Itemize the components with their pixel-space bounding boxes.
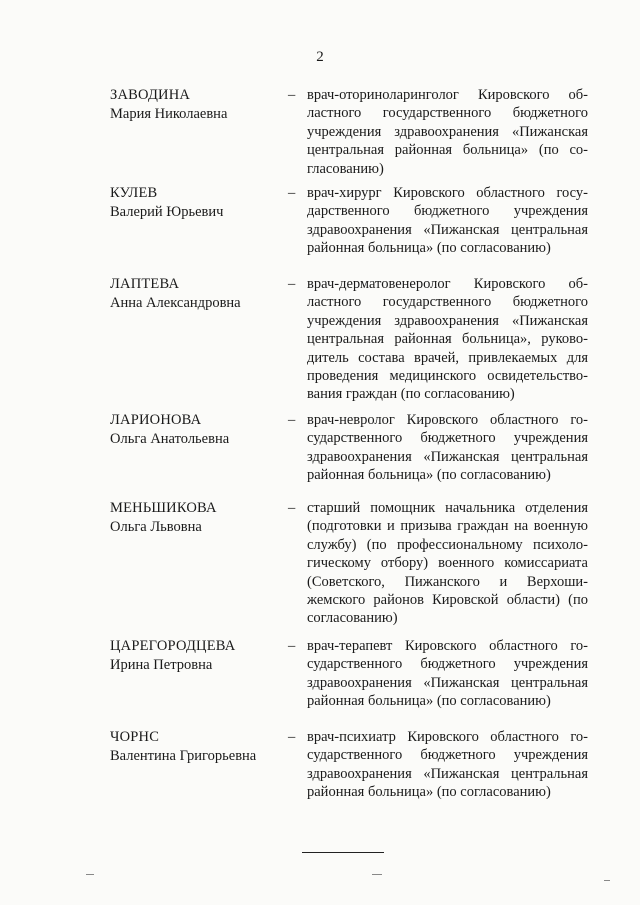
scan-speck [604,880,610,881]
description-line: сударственного бюджетного учреждения [307,430,588,447]
description-line: здравоохранения «Пижанская центральная [307,765,588,782]
member-name [110,728,285,766]
member-surname: ЛАРИОНОВА [110,412,202,428]
member-position-description [307,184,588,258]
description-line: центральная районная больница» (по со- [307,142,588,159]
description-line: старший помощник начальника отделения [307,500,588,516]
description-line: врач-психиатр Кировского областного го- [307,729,588,745]
description-line: дитель состава врачей, привлекаемых для [307,349,588,366]
member-surname: ЗАВОДИНА [110,87,191,103]
end-of-list-rule [302,852,384,853]
member-name [110,275,285,313]
member-name [110,86,285,124]
description-line: жемского районов Кировской области) (по [307,592,588,609]
member-position-description [307,728,588,802]
member-name [110,499,285,537]
member-surname: ЧОРНС [110,729,160,745]
member-position-description [307,637,588,711]
description-line: врач-терапевт Кировского областного го- [307,638,588,654]
description-line: (подготовки и призыва граждан на военную [307,518,588,535]
description-line: гическому отбору) военного комиссариата [307,555,588,572]
description-line: здравоохранения «Пижанская центральная [307,221,588,238]
description-line: врач-хирург Кировского областного госу- [307,185,588,201]
member-given-names: Мария Николаевна [110,106,228,122]
description-line: районная больница» (по согласованию) [307,784,551,801]
entry-dash: – [288,276,296,292]
entry-dash: – [288,185,296,201]
scan-speck [372,874,382,875]
description-line: службу) (по профессиональному психоло- [307,536,588,553]
page-number: 2 [316,49,324,65]
member-position-description [307,275,588,404]
member-given-names: Валерий Юрьевич [110,204,224,220]
member-surname: ЛАПТЕВА [110,276,180,292]
member-position-description [307,86,588,178]
description-line: районная больница» (по согласованию) [307,240,551,257]
description-line: дарственного бюджетного учреждения [307,203,588,220]
member-given-names: Анна Александровна [110,295,241,311]
description-line: учреждения здравоохранения «Пижанская [307,312,588,329]
member-given-names: Ольга Львовна [110,519,202,535]
member-given-names: Валентина Григорьевна [110,748,257,764]
member-position-description [307,499,588,628]
description-line: ластного государственного бюджетного [307,105,588,122]
description-line: ластного государственного бюджетного [307,294,588,311]
description-line: (Советского, Пижанского и Верхоши- [307,573,588,590]
description-line: районная больница» (по согласованию) [307,467,551,484]
member-surname: КУЛЕВ [110,185,158,201]
member-given-names: Ирина Петровна [110,657,213,673]
description-line: гласованию) [307,160,384,177]
description-line: согласованию) [307,610,398,627]
member-position-description [307,411,588,485]
entry-dash: – [288,412,296,428]
member-surname: ЦАРЕГОРОДЦЕВА [110,638,236,654]
description-line: сударственного бюджетного учреждения [307,656,588,673]
member-surname: МЕНЬШИКОВА [110,500,217,516]
description-line: центральная районная больница», руково- [307,331,588,348]
entry-dash: – [288,500,296,516]
entry-dash: – [288,638,296,654]
description-line: здравоохранения «Пижанская центральная [307,448,588,465]
member-given-names: Ольга Анатольевна [110,431,230,447]
entry-dash: – [288,729,296,745]
entry-dash: – [288,87,296,103]
member-name [110,411,285,449]
description-line: проведения медицинского освидетельство- [307,368,588,385]
description-line: учреждения здравоохранения «Пижанская [307,123,588,140]
description-line: вания граждан (по согласованию) [307,386,515,403]
member-name [110,637,285,675]
description-line: сударственного бюджетного учреждения [307,747,588,764]
description-line: районная больница» (по согласованию) [307,693,551,710]
description-line: врач-оториноларинголог Кировского об- [307,87,588,103]
description-line: врач-невролог Кировского областного го- [307,412,588,428]
member-name [110,184,285,222]
description-line: здравоохранения «Пижанская центральная [307,674,588,691]
scan-speck [86,874,94,875]
description-line: врач-дерматовенеролог Кировского об- [307,276,588,292]
